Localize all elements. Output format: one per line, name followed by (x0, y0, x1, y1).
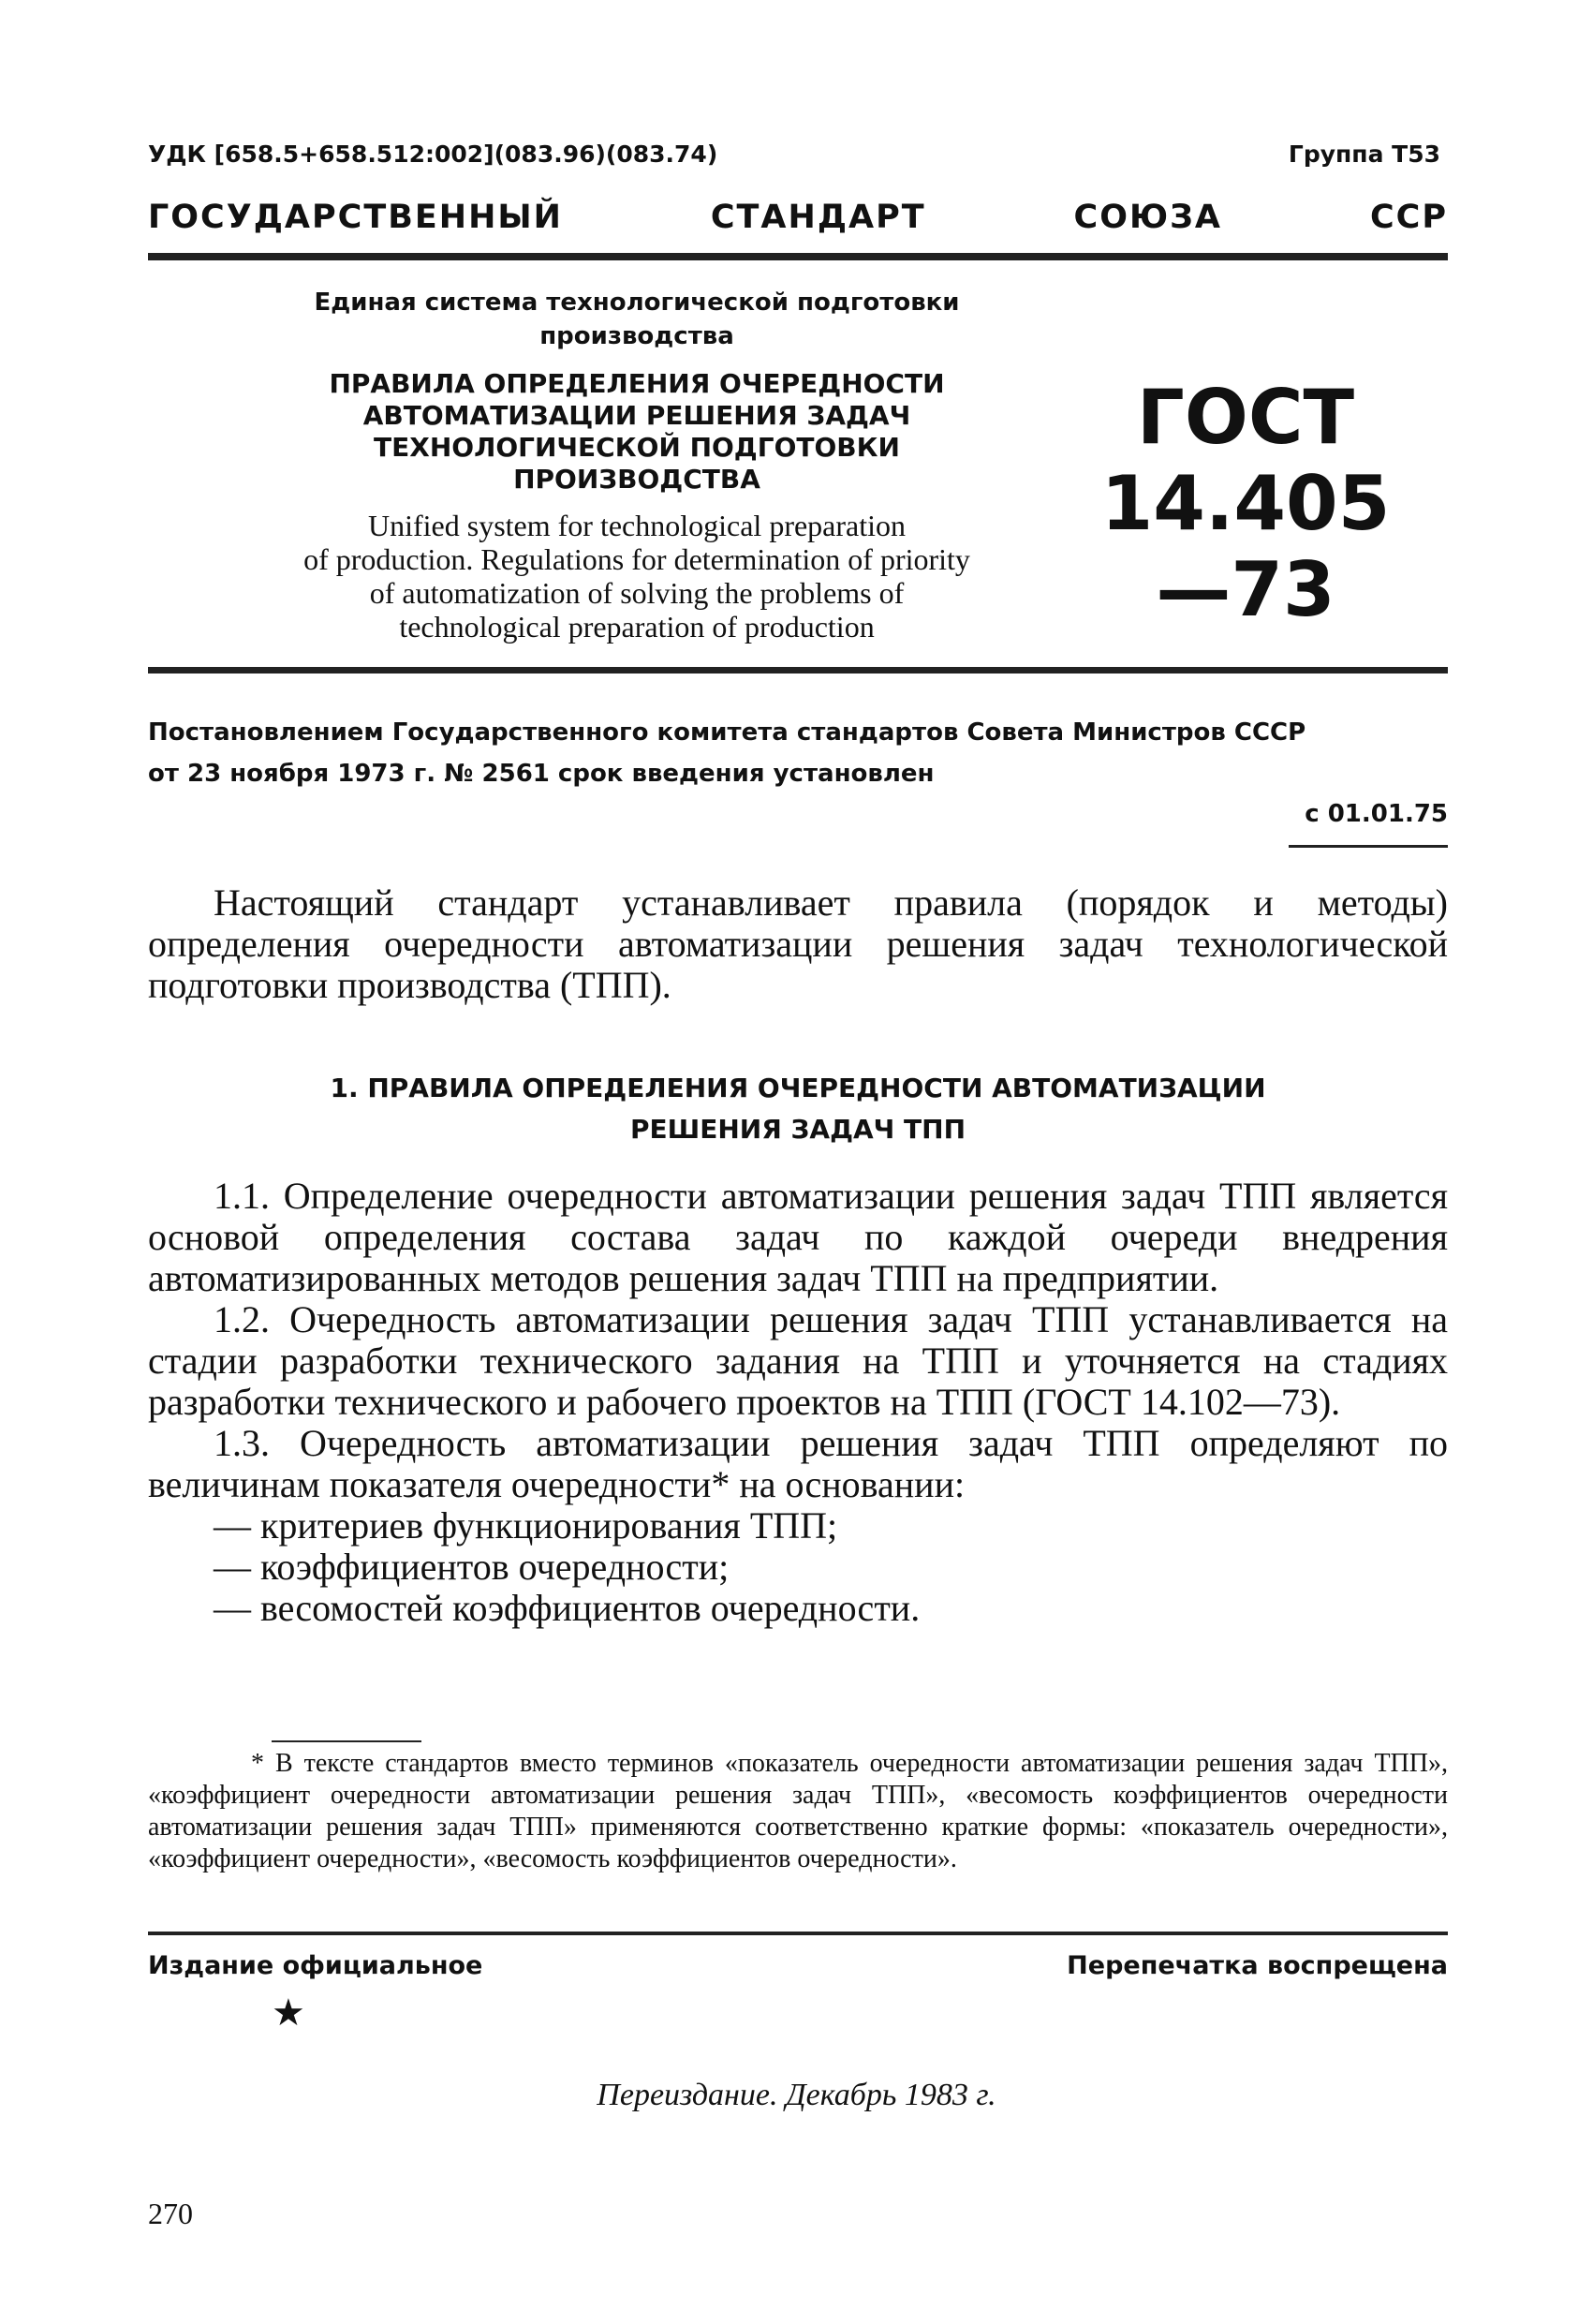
effective-date: с 01.01.75 (1305, 800, 1448, 828)
state-word-3: СОЮЗА (1073, 199, 1223, 236)
title-block (215, 286, 1058, 644)
resolution-text (148, 712, 1448, 794)
udk-code: УДК [658.5+658.512:002](083.96)(083.74) (148, 141, 718, 168)
resolution-line: от 23 ноября 1973 г. № 2561 срок введения установлен (148, 760, 935, 788)
divider-bottom (148, 1932, 1448, 1935)
clause-1-3: 1.3. Очередность автоматизации решения задач ТПП определяют по величинам показателя очередности* на основании: (148, 1422, 1448, 1505)
rules-title-line: ТЕХНОЛОГИЧЕСКОЙ ПОДГОТОВКИ (374, 432, 900, 463)
english-title-line: Unified system for technological preparation (367, 509, 907, 542)
rules-title-line: ПРАВИЛА ОПРЕДЕЛЕНИЯ ОЧЕРЕДНОСТИ (329, 368, 945, 399)
list-item: — критериев функционирования ТПП; (214, 1504, 838, 1547)
reprint-notice: Перепечатка воспрещена (1067, 1951, 1448, 1980)
english-title (215, 509, 1058, 644)
gost-label: ГОСТ (1136, 374, 1355, 461)
rules-title-line: ПРОИЗВОДСТВА (513, 464, 760, 495)
group-code: Группа Т53 (1288, 141, 1440, 168)
system-title (215, 286, 1058, 353)
gost-number: 14.405—73 (1100, 460, 1391, 633)
system-title-line: Единая система технологической подготовки (314, 289, 960, 317)
section-1-body (148, 1176, 1448, 1629)
section-title-line: РЕШЕНИЯ ЗАДАЧ ТПП (629, 1114, 966, 1145)
gost-designation (1077, 375, 1414, 633)
system-title-line: производства (539, 322, 734, 350)
footnote-separator (272, 1740, 421, 1742)
rules-title (215, 368, 1058, 496)
resolution-line: Постановлением Государственного комитета стандартов Совета Министров СССР (148, 718, 1306, 747)
reissue-note: Переиздание. Декабрь 1983 г. (597, 2078, 996, 2112)
clause-1-1: 1.1. Определение очередности автоматизации решения задач ТПП является основой определения состава задач по каждой очереди внедрения автоматизированных методов решения задач ТПП на предприятии. (148, 1175, 1448, 1299)
divider-top (148, 253, 1448, 260)
section-title-line: 1. ПРАВИЛА ОПРЕДЕЛЕНИЯ ОЧЕРЕДНОСТИ АВТОМАТИЗАЦИИ (330, 1073, 1266, 1103)
intro-paragraph: Настоящий стандарт устанавливает правила (порядок и методы) определения очередности автоматизации решения задач технологической подготовки производства (ТПП). (148, 881, 1448, 1006)
divider-middle (148, 667, 1448, 674)
rules-title-line: АВТОМАТИЗАЦИИ РЕШЕНИЯ ЗАДАЧ (362, 400, 911, 431)
effective-date-underline (1289, 845, 1448, 848)
list-item: — весомостей коэффициентов очередности. (214, 1587, 921, 1629)
state-word-1: ГОСУДАРСТВЕННЫЙ (148, 199, 563, 236)
english-title-line: of automatization of solving the problems of (369, 576, 905, 610)
state-word-2: СТАНДАРТ (710, 199, 926, 236)
footnote: * В тексте стандартов вместо терминов «показатель очередности автоматизации решения задач ТПП», «коэффициент очередности автоматизации решения задач ТПП», «весомость коэффициентов очередности автоматизации решения задач ТПП» применяются соответственно краткие формы: «показатель очередности», «коэффициент очередности», «весомость коэффициентов очередности». (148, 1749, 1448, 1873)
english-title-line: of production. Regulations for determination of priority (303, 542, 970, 576)
clause-1-2: 1.2. Очередность автоматизации решения задач ТПП устанавливается на стадии разработки технического задания на ТПП и уточняется на стадиях разработки технического и рабочего проектов на ТПП (ГОСТ 14.102—73). (148, 1298, 1448, 1423)
state-word-4: ССР (1369, 199, 1448, 236)
star-icon: ★ (272, 1991, 305, 2034)
page-number: 270 (148, 2197, 193, 2230)
english-title-line: technological preparation of production (399, 610, 875, 644)
section-1-title (148, 1068, 1448, 1150)
list-item: — коэффициентов очередности; (214, 1546, 730, 1588)
state-standard-heading (148, 199, 1448, 236)
edition-label: Издание официальное (148, 1951, 483, 1980)
